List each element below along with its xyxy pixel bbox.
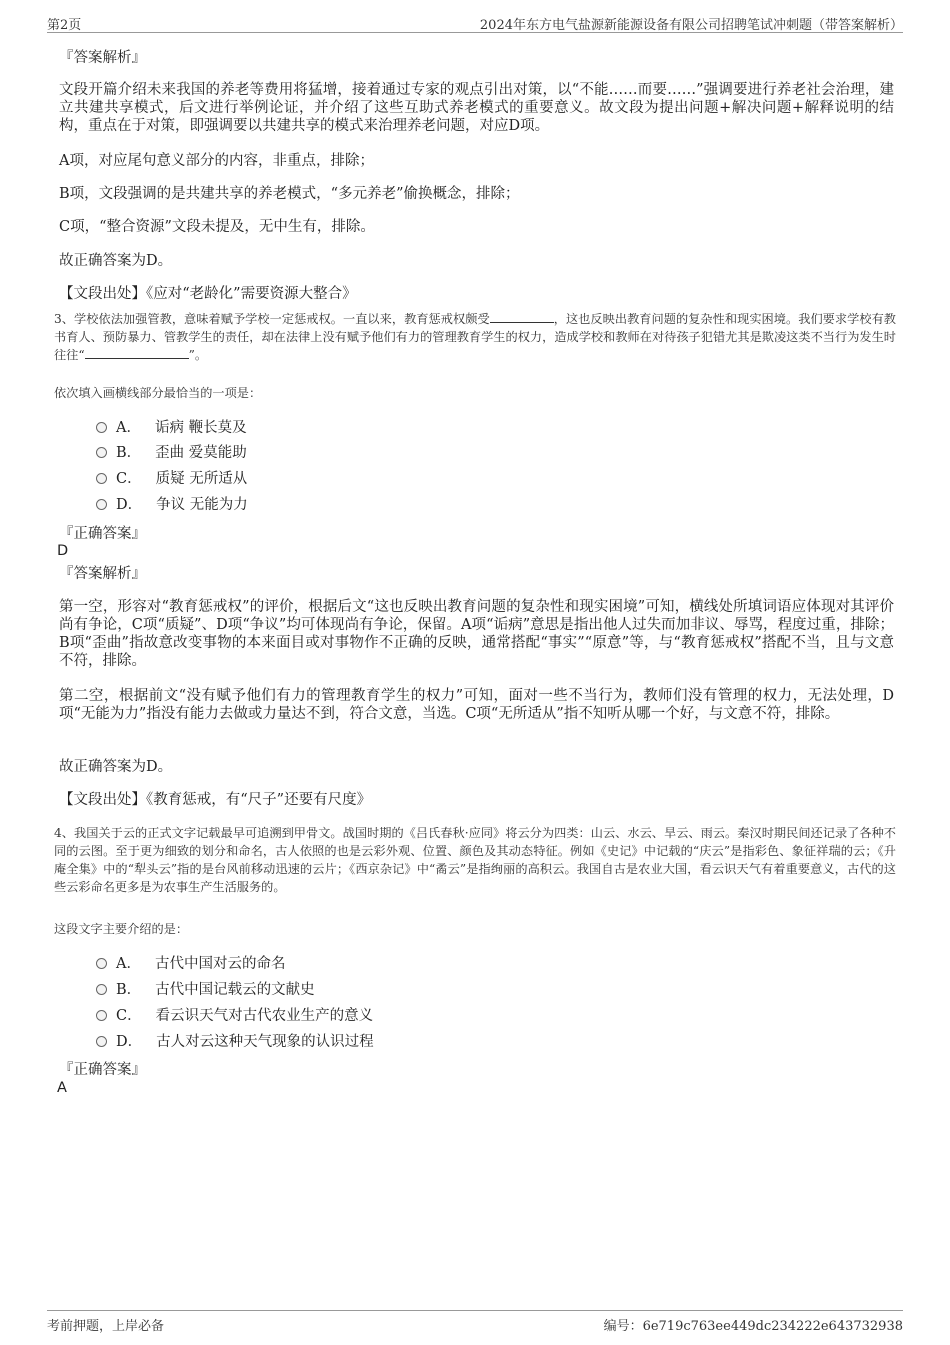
radio-icon[interactable] [96, 473, 107, 484]
analysis-paragraph: C项，“整合资源”文段未提及，无中生有，排除。 [59, 219, 375, 235]
option-text: 争议 无能为力 [156, 497, 248, 513]
option-key: B． [116, 445, 142, 461]
question-prompt: 这段文字主要介绍的是： [54, 922, 189, 936]
option-text: 歪曲 爱莫能助 [155, 445, 247, 461]
analysis-conclusion: 故正确答案为D。 [59, 759, 173, 775]
analysis-paragraph: B项，文段强调的是共建共享的养老模式，“多元养老”偷换概念，排除； [59, 186, 520, 202]
option-b[interactable] [96, 981, 315, 999]
option-key: D． [116, 1034, 143, 1050]
option-d[interactable] [96, 1033, 374, 1051]
correct-answer-label: 『正确答案』 [59, 526, 146, 542]
option-text: 古代中国对云的命名 [154, 956, 286, 972]
question-stem: 4、我国关于云的正式文字记载最早可追溯到甲骨文。战国时期的《吕氏春秋·应同》将云分为四类：山云、水云、旱云、雨云。秦汉时期民间还记录了各种不同的云图。至于更为细致的划分和命名，古人依照的也是云彩外观、位置、颜色及其动态特征。例如《史记》中记载的“庆云”是指彩色、象征祥瑞的云；《升庵全集》中的“犁头云”指的是台风前移动迅速的云片；《西京杂记》中“矞云”是指绚丽的高积云。我国自古是农业大国，看云识天气有着重要意义，古代的这些云彩命名更多是为农事生产生活服务的。 [54, 826, 896, 894]
fill-blank [490, 311, 554, 323]
correct-answer-label: 『正确答案』 [59, 1062, 146, 1078]
source-citation: 【文段出处】《教育惩戒，有“尺子”还要有尺度》 [59, 792, 372, 808]
page-header [47, 12, 903, 33]
option-text: 古代中国记载云的文献史 [155, 982, 315, 998]
question-prompt: 依次填入画横线部分最恰当的一项是： [54, 386, 262, 400]
radio-icon[interactable] [96, 984, 107, 995]
correct-answer: A [57, 1080, 67, 1096]
option-key: D． [116, 497, 143, 513]
answer-analysis-label: 『答案解析』 [59, 50, 146, 66]
question-stem-part: ，这也反映出教育问题的复杂性和现实困境。我们要求学校有教书育人、预防暴力、管教学生的责任，却在法律上没有赋予他们有力的管理教育学生的权力，造成学校和教师在对待孩子犯错尤其是欺凌这类不当行为发生时往往“ [54, 312, 896, 362]
radio-icon[interactable] [96, 422, 107, 433]
correct-answer: D [57, 543, 69, 559]
radio-icon[interactable] [96, 1010, 107, 1021]
analysis-paragraph: 第二空，根据前文“没有赋予他们有力的管理教育学生的权力”可知，面对一些不当行为，教师们没有管理的权力，无法处理，D项“无能为力”指没有能力去做或力量达不到，符合文意，当选。C项“无所适从”指不知听从哪一个好，与文意不符，排除。 [59, 688, 894, 722]
option-text: 诟病 鞭长莫及 [154, 420, 247, 436]
analysis-paragraph: 文段开篇介绍未来我国的养老等费用将猛增，接着通过专家的观点引出对策，以“不能……而要……”强调要进行养老社会治理，建立共建共享模式，后文进行举例论证，并介绍了这些互助式养老模式的重要意义。故文段为提出问题+解决问题+解释说明的结构，重点在于对策，即强调要以共建共享的模式来治理养老问题，对应D项。 [59, 82, 894, 134]
option-text: 看云识天气对古代农业生产的意义 [155, 1008, 374, 1024]
page-footer [47, 1310, 903, 1335]
page-number: 第2页 [47, 18, 82, 33]
option-b[interactable] [96, 444, 247, 462]
radio-icon[interactable] [96, 447, 107, 458]
analysis-paragraph: A项，对应尾句意义部分的内容，非重点，排除； [59, 153, 374, 169]
radio-icon[interactable] [96, 1036, 107, 1047]
option-a[interactable] [96, 419, 247, 437]
option-text: 古人对云这种天气现象的认识过程 [156, 1034, 374, 1050]
option-d[interactable] [96, 496, 248, 514]
fill-blank [85, 347, 189, 359]
question-stem-part: ”。 [188, 348, 208, 362]
source-citation: 【文段出处】《应对“老龄化”需要资源大整合》 [59, 286, 357, 302]
option-c[interactable] [96, 1007, 373, 1025]
answer-analysis-label: 『答案解析』 [59, 566, 146, 582]
question-stem [54, 310, 896, 364]
radio-icon[interactable] [96, 958, 107, 969]
question-stem-part: 3、学校依法加强管教，意味着赋予学校一定惩戒权。一直以来，教育惩戒权颇受 [54, 312, 490, 326]
footer-slogan: 考前押题，上岸必备 [47, 1319, 165, 1334]
option-c[interactable] [96, 470, 247, 488]
analysis-paragraph: 第一空，形容对“教育惩戒权”的评价，根据后文“这也反映出教育问题的复杂性和现实困境”可知，横线处所填词语应体现对其评价尚有争论，C项“质疑”、D项“争议”均可体现尚有争论，保留。A项“诟病”意思是指出他人过失而加非议、辱骂，程度过重，排除；B项“歪曲”指故意改变事物的本来面目或对事物作不正确的反映，通常搭配“事实”“原意”等，与“教育惩戒权”搭配不当，且与文意不符，排除。 [59, 599, 894, 669]
option-key: A． [116, 956, 141, 972]
analysis-conclusion: 故正确答案为D。 [59, 253, 173, 269]
option-key: A． [116, 420, 141, 436]
option-text: 质疑 无所适从 [155, 471, 248, 487]
option-key: B． [116, 982, 142, 998]
document-title: 2024年东方电气盐源新能源设备有限公司招聘笔试冲刺题（带答案解析） [479, 18, 903, 33]
option-a[interactable] [96, 955, 285, 973]
radio-icon[interactable] [96, 499, 107, 510]
option-key: C． [116, 1008, 142, 1024]
document-serial: 编号：6e719c763ee449dc234222e643732938 [603, 1319, 903, 1334]
option-key: C． [116, 471, 142, 487]
